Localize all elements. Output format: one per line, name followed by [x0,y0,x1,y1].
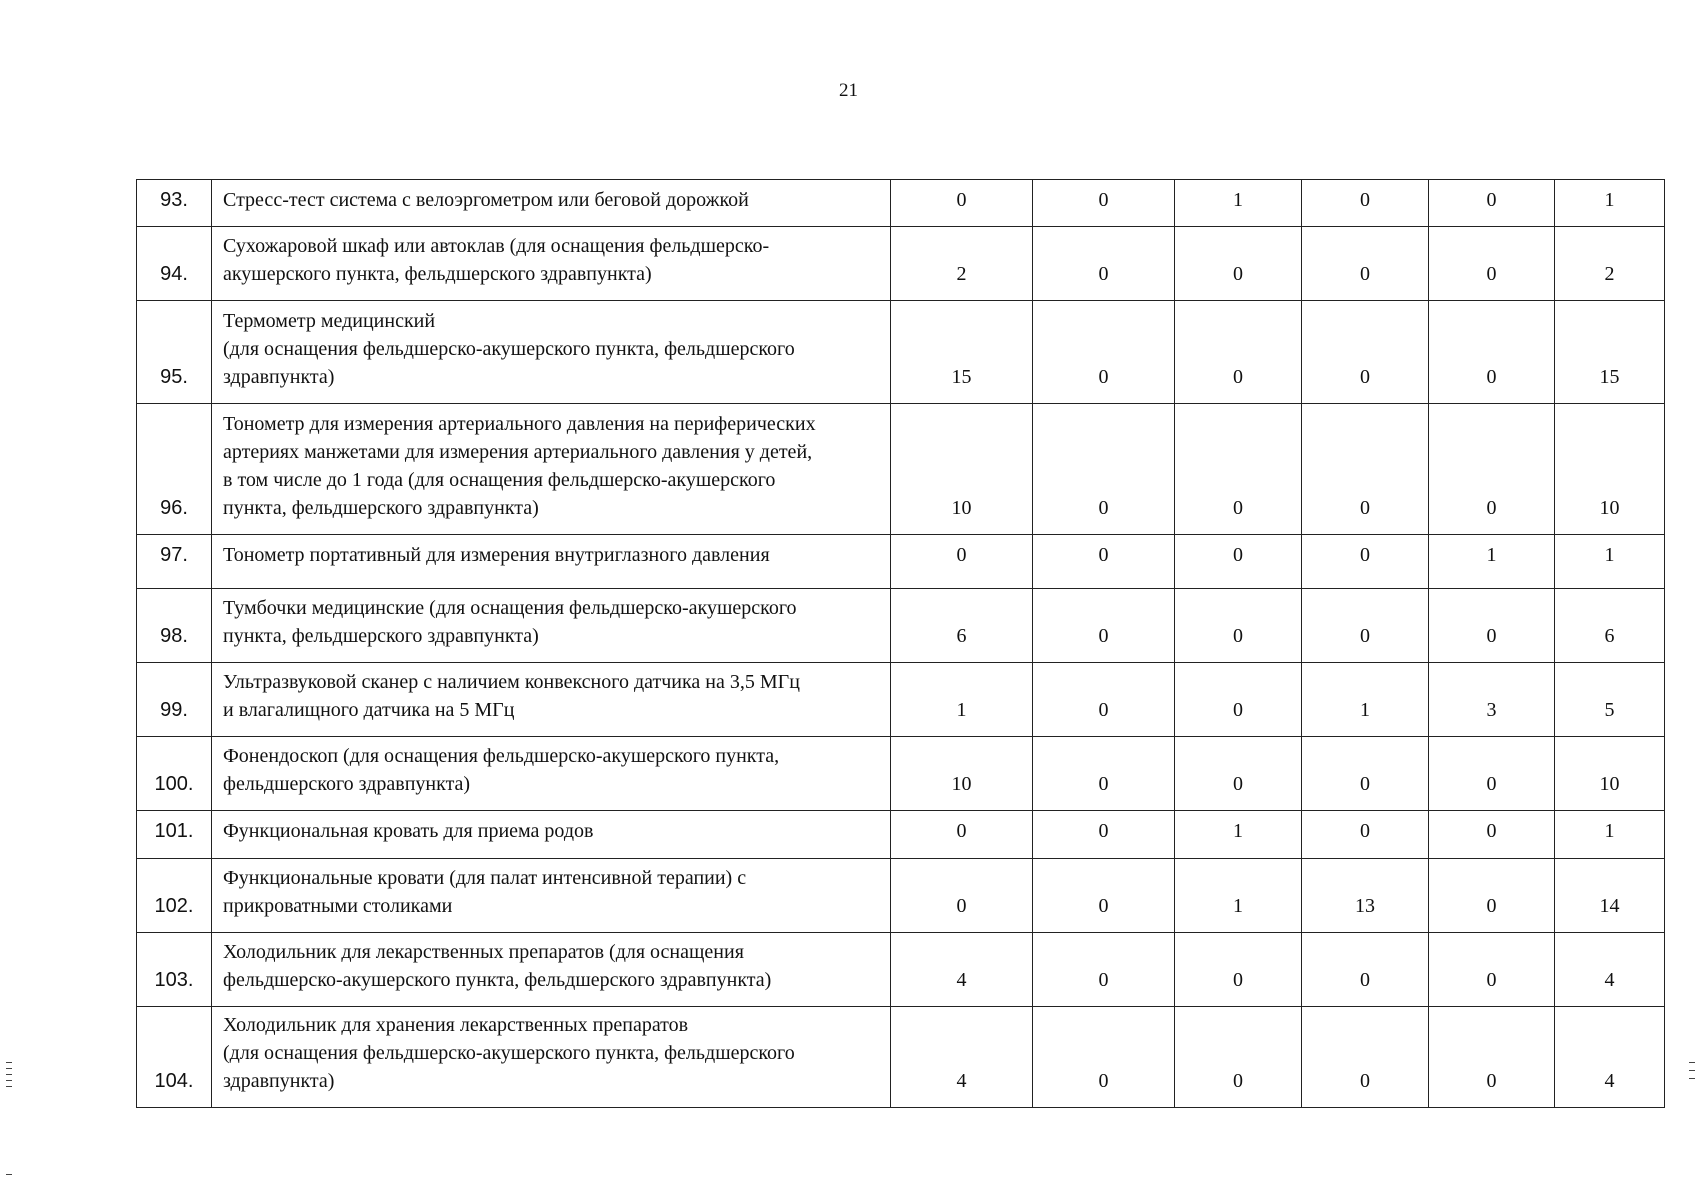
row-number: 104. [137,1007,212,1108]
quantity-cell-2: 0 [1033,589,1175,663]
quantity-cell-3: 1 [1175,859,1302,933]
quantity-cell-3: 0 [1175,404,1302,535]
quantity-cell-2: 0 [1033,535,1175,589]
equipment-name-cell [212,301,891,404]
quantity-cell-6: 14 [1555,859,1665,933]
quantity-cell-5: 0 [1429,859,1555,933]
equipment-name-cell [212,535,891,589]
quantity-cell-3: 0 [1175,589,1302,663]
quantity-cell-4: 0 [1302,535,1429,589]
quantity-cell-1: 10 [891,737,1033,811]
quantity-cell-6: 1 [1555,811,1665,859]
quantity-cell-2: 0 [1033,1007,1175,1108]
quantity-cell-2: 0 [1033,227,1175,301]
quantity-cell-3: 0 [1175,737,1302,811]
quantity-cell-1: 2 [891,227,1033,301]
quantity-cell-1: 0 [891,811,1033,859]
quantity-cell-4: 13 [1302,859,1429,933]
table-body [137,180,1665,1108]
row-number: 99. [137,663,212,737]
row-number: 96. [137,404,212,535]
equipment-name: Тумбочки медицинские (для оснащения фельдшерско-акушерского пункта, фельдшерского здравпункта) [223,597,797,647]
page-number: 21 [839,80,858,101]
scan-edge-mark [1689,1078,1695,1079]
quantity-cell-2: 0 [1033,663,1175,737]
quantity-cell-4: 0 [1302,589,1429,663]
scan-edge-mark [6,1068,12,1069]
equipment-name: Фонендоскоп (для оснащения фельдшерско-акушерского пункта, фельдшерского здравпункта) [223,745,780,795]
equipment-name: Ультразвуковой сканер с наличием конвексного датчика на 3,5 МГц и влагалищного датчика на 5 МГц [223,671,800,721]
equipment-table [136,179,1665,1108]
quantity-cell-2: 0 [1033,301,1175,404]
quantity-cell-1: 15 [891,301,1033,404]
quantity-cell-3: 0 [1175,1007,1302,1108]
quantity-cell-6: 1 [1555,535,1665,589]
quantity-cell-4: 0 [1302,180,1429,227]
equipment-name-cell [212,589,891,663]
scan-edge-mark [6,1074,12,1075]
row-number: 95. [137,301,212,404]
scan-edge-mark [1689,1070,1695,1071]
quantity-cell-4: 0 [1302,301,1429,404]
quantity-cell-5: 0 [1429,227,1555,301]
quantity-cell-4: 0 [1302,933,1429,1007]
equipment-name: Холодильник для хранения лекарственных препаратов (для оснащения фельдшерско-акушерского пункта, фельдшерского здравпункта) [223,1014,795,1092]
equipment-name-cell [212,1007,891,1108]
quantity-cell-4: 1 [1302,663,1429,737]
quantity-cell-3: 1 [1175,180,1302,227]
quantity-cell-6: 15 [1555,301,1665,404]
quantity-cell-4: 0 [1302,737,1429,811]
quantity-cell-5: 0 [1429,811,1555,859]
quantity-cell-4: 0 [1302,404,1429,535]
quantity-cell-1: 4 [891,1007,1033,1108]
quantity-cell-2: 0 [1033,737,1175,811]
quantity-cell-2: 0 [1033,180,1175,227]
row-number: 93. [137,180,212,227]
equipment-name-cell [212,811,891,859]
scan-edge-mark [6,1080,12,1081]
quantity-cell-6: 4 [1555,933,1665,1007]
quantity-cell-5: 0 [1429,301,1555,404]
equipment-name-cell [212,737,891,811]
table-row [137,1007,1665,1108]
quantity-cell-1: 6 [891,589,1033,663]
table-row [137,301,1665,404]
row-number: 97. [137,535,212,589]
quantity-cell-1: 4 [891,933,1033,1007]
quantity-cell-5: 0 [1429,933,1555,1007]
table-row [137,933,1665,1007]
equipment-name: Функциональные кровати (для палат интенсивной терапии) с прикроватными столиками [223,867,747,917]
quantity-cell-3: 0 [1175,663,1302,737]
equipment-name-cell [212,227,891,301]
quantity-cell-4: 0 [1302,1007,1429,1108]
quantity-cell-5: 1 [1429,535,1555,589]
equipment-name-cell [212,404,891,535]
quantity-cell-6: 10 [1555,404,1665,535]
table-row [137,663,1665,737]
row-number: 98. [137,589,212,663]
table-row [137,535,1665,589]
scan-edge-mark [6,1062,12,1063]
quantity-cell-1: 0 [891,535,1033,589]
row-number: 102. [137,859,212,933]
equipment-name: Холодильник для лекарственных препаратов (для оснащения фельдшерско-акушерского пункта, фельдшерского здравпункта) [223,941,772,991]
scan-edge-mark [6,1086,12,1087]
scan-edge-mark [6,1174,12,1175]
quantity-cell-6: 4 [1555,1007,1665,1108]
table-row [137,811,1665,859]
quantity-cell-4: 0 [1302,227,1429,301]
quantity-cell-3: 0 [1175,301,1302,404]
row-number: 103. [137,933,212,1007]
table-row [137,227,1665,301]
quantity-cell-5: 0 [1429,737,1555,811]
table-row [137,859,1665,933]
quantity-cell-5: 0 [1429,404,1555,535]
table-row [137,737,1665,811]
row-number: 101. [137,811,212,859]
quantity-cell-2: 0 [1033,859,1175,933]
quantity-cell-5: 0 [1429,1007,1555,1108]
scan-edge-mark [1689,1062,1695,1063]
quantity-cell-6: 1 [1555,180,1665,227]
quantity-cell-1: 0 [891,859,1033,933]
quantity-cell-5: 0 [1429,180,1555,227]
quantity-cell-2: 0 [1033,933,1175,1007]
quantity-cell-6: 6 [1555,589,1665,663]
equipment-name-cell [212,180,891,227]
quantity-cell-2: 0 [1033,811,1175,859]
quantity-cell-6: 5 [1555,663,1665,737]
quantity-cell-6: 2 [1555,227,1665,301]
quantity-cell-1: 10 [891,404,1033,535]
table-row [137,589,1665,663]
table-row [137,404,1665,535]
quantity-cell-3: 0 [1175,535,1302,589]
quantity-cell-3: 0 [1175,933,1302,1007]
quantity-cell-5: 0 [1429,589,1555,663]
quantity-cell-3: 0 [1175,227,1302,301]
equipment-name-cell [212,663,891,737]
quantity-cell-5: 3 [1429,663,1555,737]
row-number: 94. [137,227,212,301]
equipment-name: Сухожаровой шкаф или автоклав (для оснащения фельдшерско- акушерского пункта, фельдшерского здравпункта) [223,235,770,285]
quantity-cell-3: 1 [1175,811,1302,859]
quantity-cell-6: 10 [1555,737,1665,811]
equipment-name: Функциональная кровать для приема родов [223,820,594,842]
equipment-name: Стресс-тест система с велоэргометром или беговой дорожкой [223,189,749,211]
equipment-name: Термометр медицинский (для оснащения фельдшерско-акушерского пункта, фельдшерского здравпункта) [223,310,795,388]
equipment-name: Тонометр для измерения артериального давления на периферических артериях манжетами для измерения артериального давления у детей, в том числе до 1 года (для оснащения фельдшерско-акушерского пункта, фельдшерского здравпункта) [223,413,816,519]
equipment-name-cell [212,859,891,933]
quantity-cell-1: 0 [891,180,1033,227]
quantity-cell-1: 1 [891,663,1033,737]
equipment-name-cell [212,933,891,1007]
table-row [137,180,1665,227]
equipment-name: Тонометр портативный для измерения внутриглазного давления [223,544,770,566]
quantity-cell-4: 0 [1302,811,1429,859]
row-number: 100. [137,737,212,811]
quantity-cell-2: 0 [1033,404,1175,535]
